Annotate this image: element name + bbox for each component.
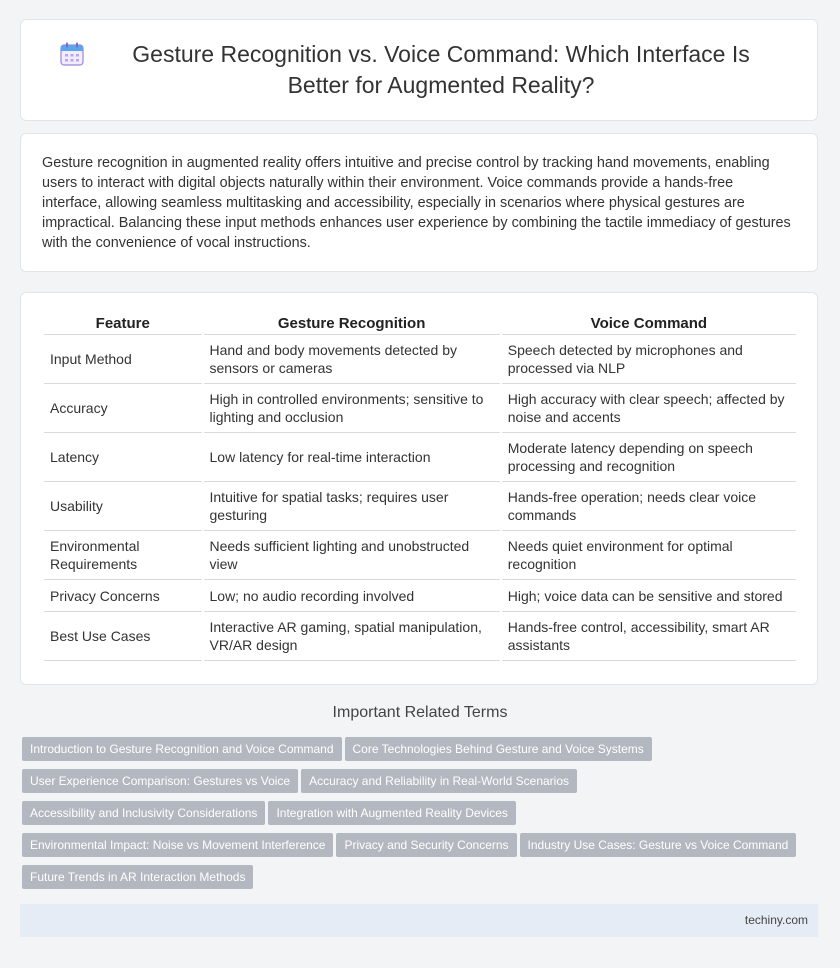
related-term-tag[interactable]: Privacy and Security Concerns	[336, 833, 516, 857]
header-feature: Feature	[44, 311, 202, 335]
related-term-tag[interactable]: Future Trends in AR Interaction Methods	[22, 865, 253, 889]
gesture-cell: Interactive AR gaming, spatial manipulation, VR/AR design	[204, 612, 500, 661]
feature-cell: Usability	[44, 482, 202, 531]
table-row	[44, 580, 796, 612]
related-term-tag[interactable]: Accessibility and Inclusivity Considerations	[22, 801, 265, 825]
voice-cell: Hands-free control, accessibility, smart AR assistants	[502, 612, 796, 661]
related-term-tag[interactable]: Accuracy and Reliability in Real-World Scenarios	[301, 769, 577, 793]
related-term-tag[interactable]: Integration with Augmented Reality Devices	[268, 801, 515, 825]
table-row	[44, 482, 796, 531]
related-terms-title: Important Related Terms	[332, 704, 508, 721]
page-title: Gesture Recognition vs. Voice Command: Which Interface Is Better for Augmented Reality?	[132, 41, 750, 98]
table-row	[44, 612, 796, 661]
calendar-icon	[59, 41, 85, 67]
table-row	[44, 433, 796, 482]
gesture-cell: Needs sufficient lighting and unobstructed view	[204, 531, 500, 580]
feature-cell: Environmental Requirements	[44, 531, 202, 580]
voice-cell: Moderate latency depending on speech processing and recognition	[502, 433, 796, 482]
voice-cell: High accuracy with clear speech; affected by noise and accents	[502, 384, 796, 433]
related-terms-list	[22, 737, 822, 897]
header-card	[20, 19, 818, 121]
related-term-tag[interactable]: Core Technologies Behind Gesture and Voice Systems	[345, 737, 652, 761]
voice-cell: Hands-free operation; needs clear voice commands	[502, 482, 796, 531]
table-row	[44, 384, 796, 433]
gesture-cell: Hand and body movements detected by sensors or cameras	[204, 335, 500, 384]
gesture-cell: Low latency for real-time interaction	[204, 433, 500, 482]
comparison-table	[42, 311, 798, 661]
table-header-row	[44, 311, 796, 335]
footer-site[interactable]: techiny.com	[744, 913, 808, 927]
feature-cell: Accuracy	[44, 384, 202, 433]
feature-cell: Latency	[44, 433, 202, 482]
feature-cell: Privacy Concerns	[44, 580, 202, 612]
table-row	[44, 531, 796, 580]
related-term-tag[interactable]: Industry Use Cases: Gesture vs Voice Command	[520, 833, 797, 857]
related-term-tag[interactable]: User Experience Comparison: Gestures vs Voice	[22, 769, 298, 793]
related-term-tag[interactable]: Environmental Impact: Noise vs Movement Interference	[22, 833, 333, 857]
related-term-tag[interactable]: Introduction to Gesture Recognition and Voice Command	[22, 737, 342, 761]
footer	[20, 904, 818, 937]
table-row	[44, 335, 796, 384]
feature-cell: Input Method	[44, 335, 202, 384]
intro-text: Gesture recognition in augmented reality offers intuitive and precise control by tracking hand movements, enabling users to interact with digital objects naturally within their environment. Voice commands provide a hands-free interface, allowing seamless multitasking and accessibility, especially in scenarios where physical gestures are impractical. Balancing these input methods enhances user experience by combining the tactile immediacy of gestures with the convenience of vocal instructions.	[42, 155, 791, 251]
gesture-cell: Low; no audio recording involved	[204, 580, 500, 612]
header-voice-command: Voice Command	[502, 311, 796, 335]
gesture-cell: Intuitive for spatial tasks; requires user gesturing	[204, 482, 500, 531]
feature-cell: Best Use Cases	[44, 612, 202, 661]
comparison-table-card	[20, 292, 818, 685]
voice-cell: High; voice data can be sensitive and stored	[502, 580, 796, 612]
voice-cell: Speech detected by microphones and processed via NLP	[502, 335, 796, 384]
voice-cell: Needs quiet environment for optimal recognition	[502, 531, 796, 580]
header-gesture-recognition: Gesture Recognition	[204, 311, 500, 335]
intro-card	[20, 133, 818, 272]
title-wrap	[59, 39, 779, 101]
gesture-cell: High in controlled environments; sensitive to lighting and occlusion	[204, 384, 500, 433]
